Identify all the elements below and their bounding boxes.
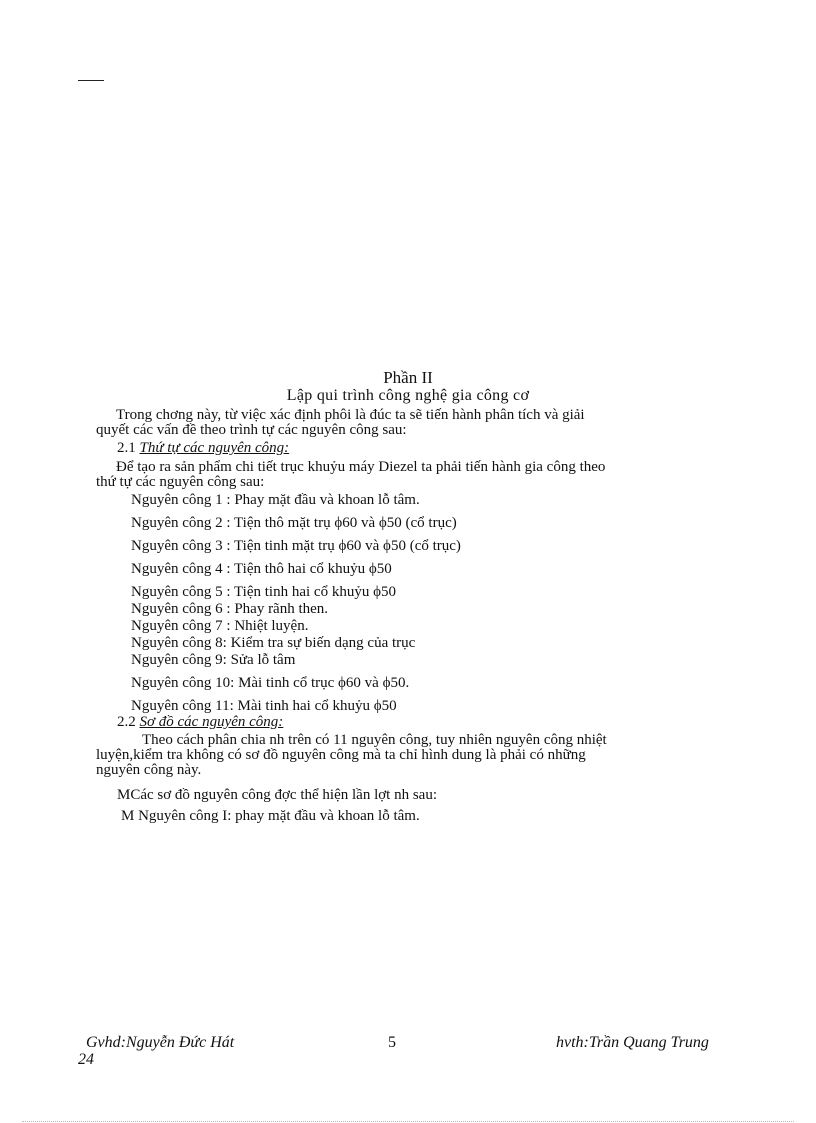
operation-item-11: Nguyên công 11: Mài tinh hai cổ khuỷu ϕ50 <box>131 698 397 714</box>
bullet-item-2 <box>121 808 420 825</box>
footer-extra-number: 24 <box>78 1051 94 1068</box>
section-1-line-2: thứ tự các nguyên công sau: <box>96 474 265 490</box>
operation-item-5: Nguyên công 5 : Tiện tinh hai cổ khuỷu ϕ50 <box>131 584 396 600</box>
operation-item-2: Nguyên công 2 : Tiện thô mặt trụ ϕ60 và ϕ50 (cổ trục) <box>131 515 457 531</box>
part-heading: Phần II <box>383 368 433 387</box>
operation-item-1: Nguyên công 1 : Phay mặt đầu và khoan lỗ tâm. <box>131 492 420 508</box>
bullet-text: Nguyên công I: phay mặt đầu và khoan lỗ tâm. <box>134 808 420 824</box>
page-number: 5 <box>388 1034 396 1051</box>
section-2-number: 2.2 <box>117 714 140 730</box>
section-1-number: 2.1 <box>117 440 140 456</box>
bullet-marker: M <box>117 787 131 803</box>
operation-item-7: Nguyên công 7 : Nhiệt luyện. <box>131 618 309 634</box>
section-2-line-1: Theo cách phân chia nh trên có 11 nguyên công, tuy nhiên nguyên công nhiệt <box>142 732 607 748</box>
bullet-text: Các sơ đồ nguyên công đợc thể hiện lần lợt nh sau: <box>130 787 437 803</box>
operation-item-8: Nguyên công 8: Kiểm tra sự biến dạng của trục <box>131 635 416 651</box>
intro-paragraph <box>96 408 757 438</box>
bullet-item-1 <box>117 787 437 804</box>
section-1-label: Thứ tự các nguyên công: <box>139 440 290 456</box>
section-1-line-1: Để tạo ra sản phẩm chi tiết trục khuỷu máy Diezel ta phải tiến hành gia công theo <box>116 459 606 475</box>
section-2-heading <box>117 714 283 731</box>
operation-item-3: Nguyên công 3 : Tiện tinh mặt trụ ϕ60 và ϕ50 (cổ trục) <box>131 538 461 554</box>
bullet-marker: M <box>121 808 135 824</box>
footer-student: hvth:Trần Quang Trung <box>556 1034 709 1051</box>
section-1-heading <box>117 440 289 457</box>
section-1-paragraph <box>96 460 757 490</box>
operation-item-9: Nguyên công 9: Sửa lỗ tâm <box>131 652 296 668</box>
footer-instructor: Gvhd:Nguyễn Đức Hát <box>86 1034 235 1051</box>
section-2-paragraph <box>96 733 757 778</box>
chapter-title: Lập qui trình công nghệ gia công cơ <box>286 387 530 404</box>
bottom-dotted-rule <box>22 1121 794 1122</box>
operation-item-6: Nguyên công 6 : Phay rãnh then. <box>131 601 329 617</box>
intro-line-1: Trong chơng này, từ việc xác định phôi là đúc ta sẽ tiến hành phân tích và giải <box>116 407 585 423</box>
section-2-line-3: nguyên công này. <box>96 762 202 778</box>
intro-line-2: quyết các vấn đề theo trình tự các nguyên công sau: <box>96 422 407 438</box>
section-2-line-2: luyện,kiểm tra không có sơ đồ nguyên công mà ta chỉ hình dung là phải có những <box>96 747 586 763</box>
header-dash <box>78 80 104 81</box>
operation-item-10: Nguyên công 10: Mài tinh cổ trục ϕ60 và ϕ50. <box>131 675 410 691</box>
section-2-label: Sơ đồ các nguyên công: <box>139 714 284 730</box>
operation-item-4: Nguyên công 4 : Tiện thô hai cổ khuỷu ϕ50 <box>131 561 392 577</box>
